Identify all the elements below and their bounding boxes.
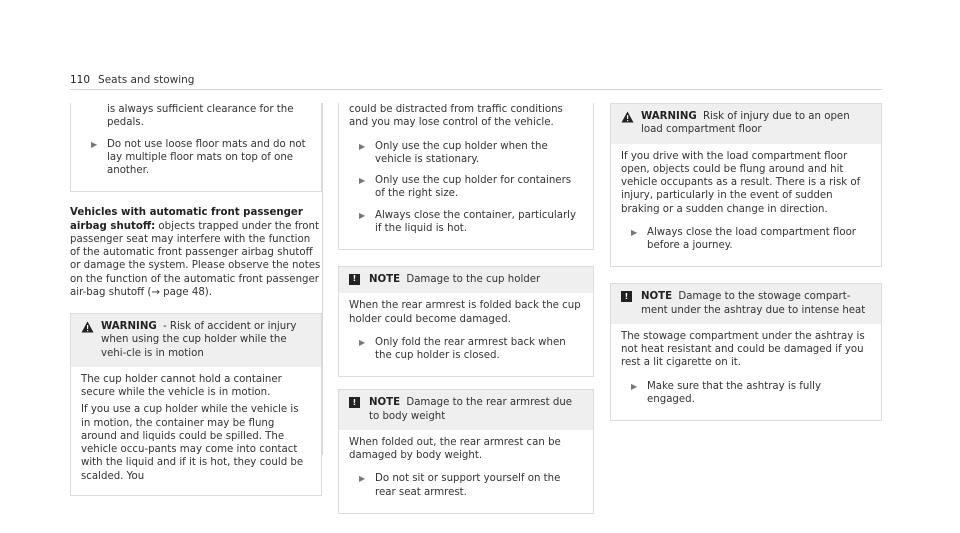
list-item: ▶ Do not use loose floor mats and do not lay multiple floor mats on top of one another. <box>91 138 306 176</box>
column-3 <box>610 103 882 433</box>
list-item: ▶ Only use the cup holder for containers of the right size. <box>359 175 572 200</box>
airbag-heading: Vehicles with automatic front passenger airbag shutoff: <box>70 207 303 232</box>
note-header <box>339 390 593 430</box>
column-1 <box>70 103 322 496</box>
list-item: ▶ Only use the cup holder when the vehicle is stationary. <box>359 140 548 165</box>
page-number: 110 <box>70 74 91 86</box>
warning-triangle-icon <box>81 320 95 337</box>
list-item: ▶ Do not sit or support yourself on the rear seat armrest. <box>359 473 561 498</box>
warning-box-cup-holder <box>70 313 322 496</box>
list-item: ▶ Always close the container, particularly if the liquid is hot. <box>359 209 577 234</box>
arrow-right-icon: ▶ <box>631 381 638 391</box>
column-divider <box>322 103 323 455</box>
arrow-right-icon: ▶ <box>359 141 366 151</box>
warning-header <box>611 104 881 144</box>
warning-triangle-icon <box>621 110 635 127</box>
warning-label: WARNING <box>641 111 697 122</box>
warning-title: Risk of injury due to an open load compartment floor <box>641 111 850 136</box>
note-label: NOTE <box>369 397 401 409</box>
list-item: is always sufficient clearance for the pedals. <box>107 104 294 129</box>
arrow-right-icon: ▶ <box>359 337 366 347</box>
exclamation-icon: ! <box>349 397 360 408</box>
cup-holder-continued: could be distracted from traffic conditions and you may lose control of the vehicle. ▶ Only use the cup holder when the vehicle is stationary. ▶ Only use the cup holder for containers of the right size. ▶ Always close the container, particularly if the liquid is hot. <box>338 103 594 250</box>
note-title: Damage to the rear armrest due to body weight <box>369 397 573 422</box>
note-title: Damage to the cup holder <box>403 274 541 285</box>
arrow-right-icon: ▶ <box>631 227 638 237</box>
note-header <box>339 267 593 293</box>
note-header <box>611 284 881 324</box>
arrow-right-icon: ▶ <box>91 139 98 149</box>
section-title: Seats and stowing <box>98 74 195 86</box>
list-item: ▶ Always close the load compartment floor before a journey. <box>631 226 856 251</box>
airbag-paragraph <box>70 204 322 309</box>
airbag-text: objects trapped under the front passenger seat may interfere with the function of the automatic front passenger airbag shutoff or damage the system. Please observe the notes on the function of the automatic front passenger air-bag shutoff (→ page 48). <box>70 220 321 298</box>
warning-header <box>71 314 321 367</box>
list-item: ▶ Only fold the rear armrest back when the cup holder is closed. <box>359 336 566 361</box>
arrow-right-icon: ▶ <box>359 210 366 220</box>
note-box-cup-holder <box>338 266 594 377</box>
warning-title: - Risk of accident or injury when using the cup holder while the vehi-cle is in motion <box>101 321 297 359</box>
note-title: Damage to the stowage compart-ment under the ashtray due to intense heat <box>641 291 866 316</box>
note-box-rear-armrest <box>338 389 594 514</box>
warning-body: The cup holder cannot hold a container secure while the vehicle is in motion. If you use a cup holder while the vehicle is in motion, the container may be flung around and liquids could be spilled. The vehicle occu-pants may come into contact with the liquid and if it is hot, they could be scalded. You <box>81 373 304 482</box>
arrow-right-icon: ▶ <box>359 176 366 185</box>
note-box-stowage <box>610 283 882 421</box>
note-body: When folded out, the rear armrest can be damaged by body weight. ▶ Do not sit or support yourself on the rear seat armrest. <box>339 430 593 513</box>
note-label: NOTE <box>641 291 673 303</box>
warning-box-load-floor <box>610 103 882 267</box>
page-header <box>70 74 882 90</box>
warning-label: WARNING <box>101 321 157 332</box>
note-body: When the rear armrest is folded back the cup holder could become damaged. ▶ Only fold the rear armrest back when the cup holder is closed. <box>339 293 593 376</box>
column-2 <box>338 103 594 526</box>
arrow-right-icon: ▶ <box>359 474 366 484</box>
exclamation-icon: ! <box>621 291 632 302</box>
note-label: NOTE <box>369 274 401 285</box>
floor-mat-box <box>70 103 322 192</box>
warning-body: If you drive with the load compartment floor open, objects could be flung around and hit vehicle occupants as a result. There is a risk of injury, particularly in the event of sudden braking or a sudden change in direction. ▶ Always close the load compartment floor before a journey. <box>611 144 881 267</box>
exclamation-icon: ! <box>349 274 360 285</box>
list-item: ▶ Make sure that the ashtray is fully engaged. <box>631 380 822 405</box>
note-body: The stowage compartment under the ashtray is not heat resistant and could be damaged if you rest a lit cigarette on it. ▶ Make sure that the ashtray is fully engaged. <box>611 324 881 420</box>
